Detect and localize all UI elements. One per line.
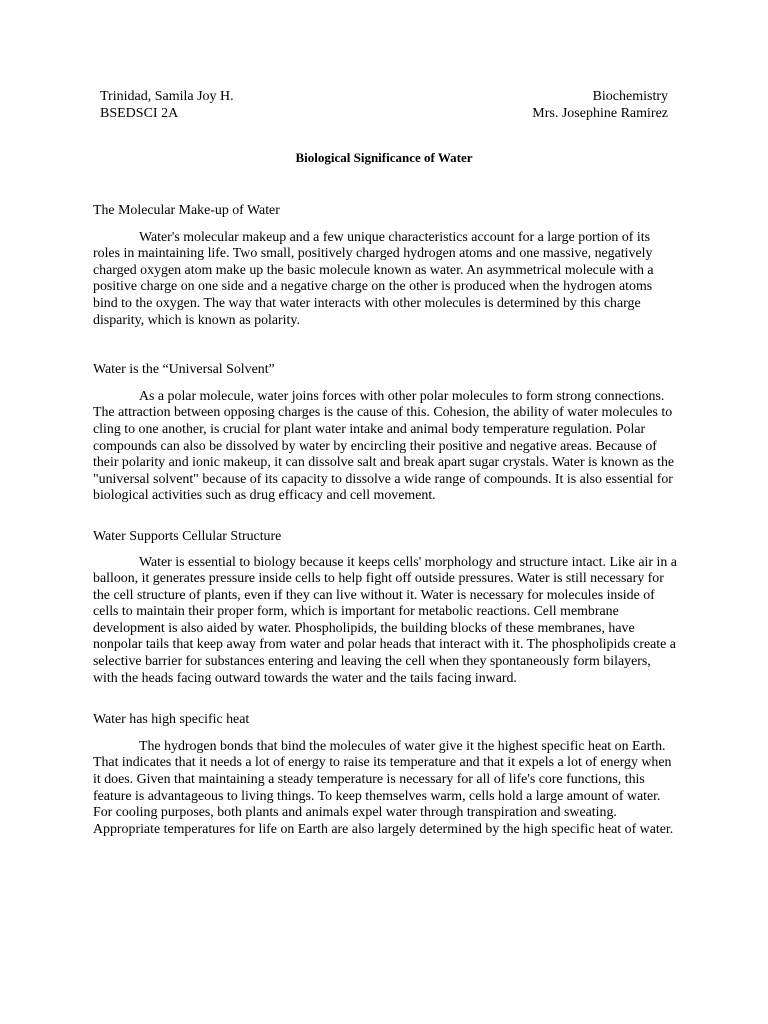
section-heading: The Molecular Make-up of Water bbox=[93, 203, 280, 218]
section-cellular-structure bbox=[93, 529, 677, 687]
section-molecular-makeup bbox=[93, 203, 677, 329]
document-body bbox=[93, 203, 677, 838]
section-heading: Water has high specific heat bbox=[93, 712, 250, 728]
section-paragraph: Water is essential to biology because it keeps cells' morphology and structure intact. Like air in a balloon, it generates pressure inside cells to help fight off outside pressures. Water is still necessary for the cell structure of plants, even if they can live without it. Water is necessary for molecules inside of cells to maintain their proper form, which is important for metabolic reactions. Cell membrane development is also aided by water. Phospholipids, the building blocks of these membranes, have nonpolar tails that keep away from water and polar heads that interact with it. The phospholipids create a selective barrier for substances entering and leaving the cell when they spontaneously form bilayers, with the heads facing outward towards the water and the tails facing inward. bbox=[93, 554, 677, 686]
section-universal-solvent bbox=[93, 362, 677, 505]
section-paragraph: As a polar molecule, water joins forces with other polar molecules to form strong connections. The attraction between opposing charges is the cause of this. Cohesion, the ability of water molecules to cling to one another, is crucial for plant water intake and animal body temperature regulation. Polar compounds can also be dissolved by water by encircling their positive and negative areas. Because of their polarity and ionic makeup, it can dissolve salt and break apart sugar crystals. Water is known as the "universal solvent" because of its capacity to dissolve a wide range of compounds. It is also essential for biological activities such as drug efficacy and cell movement. bbox=[93, 388, 675, 504]
section-paragraph: Water's molecular makeup and a few unique characteristics account for a large portion of its roles in maintaining life. Two small, positively charged hydrogen atoms and one massive, negatively charged oxygen atom make up the basic molecule known as water. An asymmetrical molecule with a positive charge on one side and a negative charge on the other is produced when the hydrogen atoms bind to the oxygen. The way that water interacts with other molecules is determined by this charge disparity, which is known as polarity. bbox=[93, 229, 654, 328]
section-heading: Water Supports Cellular Structure bbox=[93, 528, 282, 544]
header-right bbox=[532, 88, 668, 122]
class-section: BSEDSCI 2A bbox=[100, 106, 179, 121]
section-heading: Water is the “Universal Solvent” bbox=[93, 362, 275, 378]
header-left bbox=[100, 88, 234, 122]
instructor: Mrs. Josephine Ramirez bbox=[532, 106, 668, 121]
student-name: Trinidad, Samila Joy H. bbox=[100, 89, 234, 104]
document-title: Biological Significance of Water bbox=[295, 150, 473, 165]
section-paragraph: The hydrogen bonds that bind the molecules of water give it the highest specific heat on Earth. That indicates that it needs a lot of energy to raise its temperature and that it expels a lot of energy when it does. Given that maintaining a steady temperature is necessary for all of life's core functions, this feature is advantageous to living things. To keep themselves warm, cells hold a large amount of water. For cooling purposes, both plants and animals expel water through transpiration and sweating. Appropriate temperatures for life on Earth are also largely determined by the high specific heat of water. bbox=[93, 738, 674, 837]
subject: Biochemistry bbox=[592, 89, 668, 104]
section-specific-heat bbox=[93, 712, 677, 838]
